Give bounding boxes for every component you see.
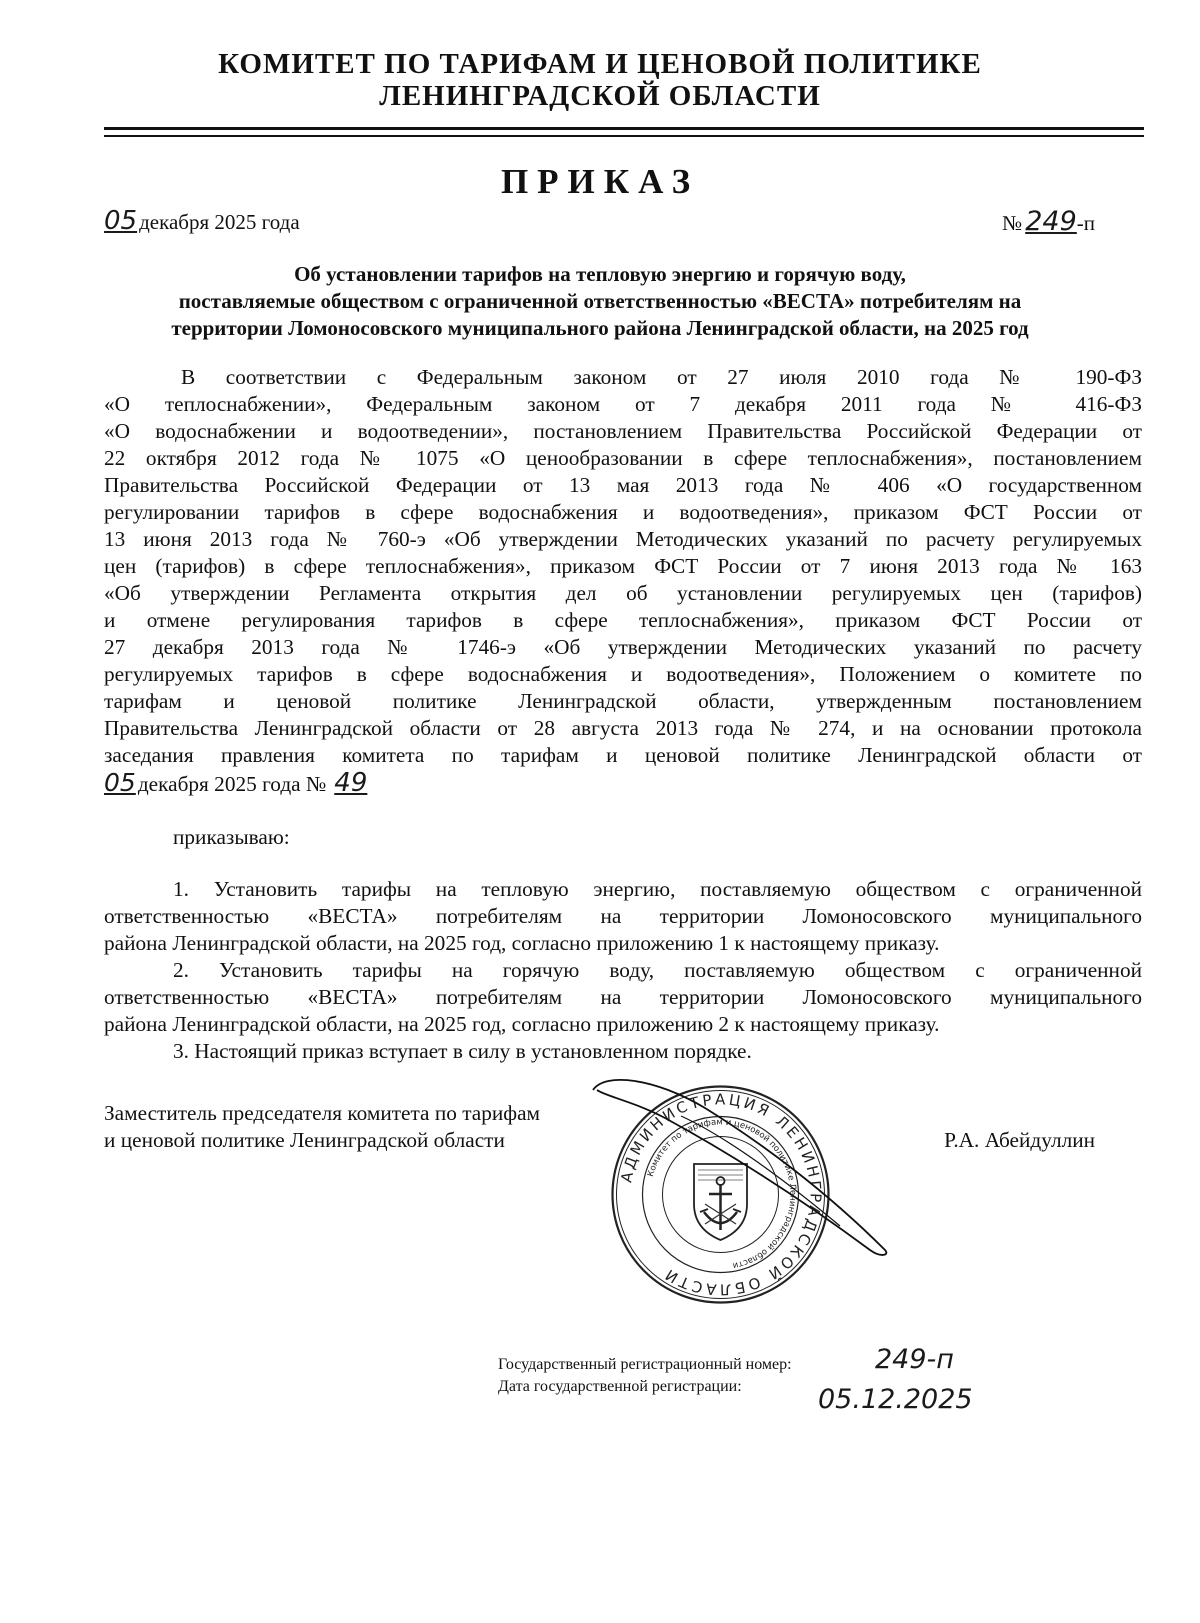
subject-line: Об установлении тарифов на тепловую энергию и горячую воду, bbox=[294, 262, 906, 286]
item-1-line: района Ленинградской области, на 2025 год, согласно приложению 1 к настоящему приказу. bbox=[104, 931, 940, 955]
handwritten-number: 249 bbox=[1025, 206, 1077, 237]
preamble-line: 27 декабря 2013 года № 1746-э «Об утверждении Методических указаний по расчету bbox=[104, 635, 1142, 659]
number-suffix: -п bbox=[1076, 211, 1095, 235]
date-month-year: декабря 2025 года bbox=[139, 210, 300, 234]
handwritten-registration-date: 05.12.2025 bbox=[818, 1384, 973, 1415]
preamble-line: 13 июня 2013 года № 760-э «Об утверждении Методических указаний по расчету регулируемых bbox=[104, 527, 1142, 551]
preamble-line: 22 октября 2012 года № 1075 «О ценообразовании в сфере теплоснабжения», постановлением bbox=[104, 446, 1142, 470]
header-rule-thin bbox=[104, 135, 1144, 137]
preamble-line: и отмене регулирования тарифов в сфере теплоснабжения», приказом ФСТ России от bbox=[104, 608, 1142, 632]
preamble-line: В соответствии с Федеральным законом от 27 июля 2010 года № 190-ФЗ bbox=[181, 365, 1142, 389]
item-3-line: 3. Настоящий приказ вступает в силу в установленном порядке. bbox=[173, 1039, 752, 1063]
preamble-line: «О теплоснабжении», Федеральным законом от 7 декабря 2011 года № 416-ФЗ bbox=[104, 392, 1142, 416]
header-rule-thick bbox=[104, 127, 1144, 130]
subject-line: поставляемые обществом с ограниченной ответственностью «ВЕСТА» потребителям на bbox=[178, 289, 1022, 313]
handwritten-registration-number: 249-п bbox=[875, 1344, 954, 1375]
order-word: приказываю: bbox=[173, 825, 290, 849]
document-number bbox=[1002, 206, 1095, 237]
preamble-line: регулировании тарифов в сфере водоснабжения и водоотведения», приказом ФСТ России от bbox=[104, 500, 1142, 524]
handwritten-protocol-number: 49 bbox=[334, 768, 368, 798]
item-2-line: ответственностью «ВЕСТА» потребителям на территории Ломоносовского муниципального bbox=[104, 985, 1142, 1009]
subject-line: территории Ломоносовского муниципального района Ленинградской области, на 2025 год bbox=[171, 316, 1029, 340]
handwritten-protocol-day: 05 bbox=[104, 768, 136, 797]
preamble-line: регулируемых тарифов в сфере водоснабжения и водоотведения», Положением о комитете по bbox=[104, 662, 1142, 686]
protocol-line bbox=[104, 769, 367, 798]
preamble-line: «О водоснабжении и водоотведении», постановлением Правительства Российской Федерации от bbox=[104, 419, 1142, 443]
preamble-line: «Об утверждении Регламента открытия дел об установлении регулируемых цен (тарифов) bbox=[104, 581, 1142, 605]
handwritten-date-day: 05 bbox=[104, 206, 138, 236]
item-1-line: ответственностью «ВЕСТА» потребителям на территории Ломоносовского муниципального bbox=[104, 904, 1142, 928]
registration-date-label: Дата государственной регистрации: bbox=[498, 1378, 742, 1395]
organization-name-line1: КОМИТЕТ ПО ТАРИФАМ И ЦЕНОВОЙ ПОЛИТИКЕ bbox=[218, 48, 982, 80]
item-1-line: 1. Установить тарифы на тепловую энергию, поставляемую обществом с ограниченной bbox=[173, 877, 1142, 901]
preamble-line: заседания правления комитета по тарифам и ценовой политике Ленинградской области от bbox=[104, 743, 1142, 767]
organization-name-line2: ЛЕНИНГРАДСКОЙ ОБЛАСТИ bbox=[379, 80, 821, 112]
registration-number-label: Государственный регистрационный номер: bbox=[498, 1356, 792, 1373]
handwritten-signature bbox=[585, 1060, 905, 1270]
signatory-position-line2: и ценовой политике Ленинградской области bbox=[104, 1128, 505, 1152]
seal-inner-text: Комитет по тарифам и ценовой политике Ленинградской области bbox=[645, 1117, 798, 1271]
number-prefix: № bbox=[1002, 211, 1023, 235]
preamble-line: цен (тарифов) в сфере теплоснабжения», приказом ФСТ России от 7 июня 2013 года № 163 bbox=[104, 554, 1142, 578]
preamble-line: тарифам и ценовой политике Ленинградской области, утвержденным постановлением bbox=[104, 689, 1142, 713]
document-title: ПРИКАЗ bbox=[500, 162, 700, 201]
document-date bbox=[104, 206, 300, 236]
seal-outer-text: АДМИНИСТРАЦИЯ ЛЕНИНГРАДСКОЙ ОБЛАСТИ bbox=[617, 1090, 825, 1299]
preamble-line: Правительства Ленинградской области от 28 августа 2013 года № 274, и на основании протокола bbox=[104, 716, 1142, 740]
signatory-position-line1: Заместитель председателя комитета по тарифам bbox=[104, 1101, 540, 1125]
signatory-name: Р.А. Абейдуллин bbox=[944, 1128, 1095, 1152]
item-2-line: района Ленинградской области, на 2025 год, согласно приложению 2 к настоящему приказу. bbox=[104, 1012, 940, 1036]
item-2-line: 2. Установить тарифы на горячую воду, поставляемую обществом с ограниченной bbox=[173, 958, 1142, 982]
protocol-date-text: декабря 2025 года № bbox=[137, 772, 327, 796]
preamble-line: Правительства Российской Федерации от 13 мая 2013 года № 406 «О государственном bbox=[104, 473, 1142, 497]
